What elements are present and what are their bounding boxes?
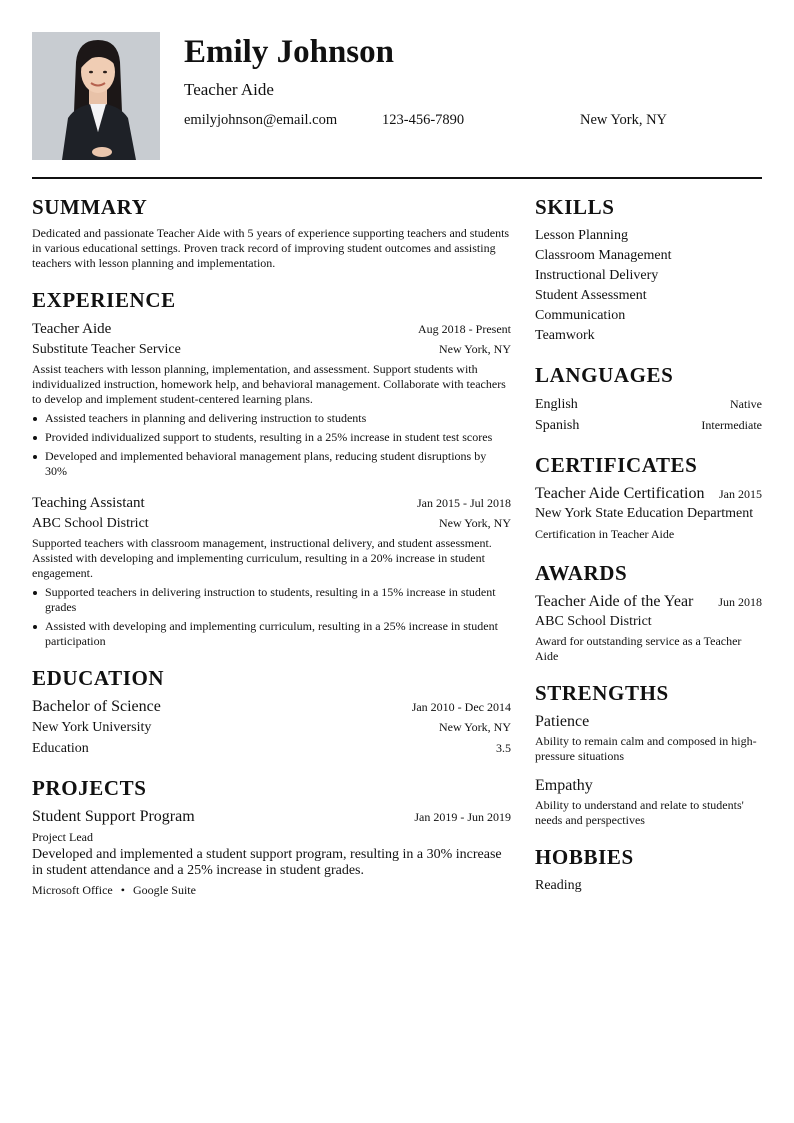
- strength-name: Patience: [535, 713, 590, 730]
- project-tool: Google Suite: [132, 883, 196, 897]
- education-degree: Bachelor of Science: [32, 698, 161, 715]
- header-info: [184, 32, 762, 160]
- hobby-item: Reading: [535, 878, 582, 893]
- job-title: Teaching Assistant: [32, 495, 145, 511]
- certificates-section: [535, 452, 762, 544]
- strength-description: Ability to understand and relate to students' needs and perspectives: [535, 798, 744, 827]
- job-company: ABC School District: [32, 516, 149, 531]
- contact-email[interactable]: emilyjohnson@email.com: [184, 112, 338, 128]
- job-bullet: Provided individualized support to students, resulting in a 25% increase in student test scores: [32, 430, 511, 445]
- right-column: [535, 194, 762, 914]
- project-description: Developed and implemented a student support program, resulting in a 30% increase in student attendance and a 25% increase in student grades.: [32, 847, 502, 878]
- experience-heading: EXPERIENCE: [32, 288, 176, 312]
- skill-item: Classroom Management: [535, 248, 672, 263]
- skill-item: Teamwork: [535, 328, 595, 343]
- portrait-image: [32, 32, 160, 160]
- strength-name: Empathy: [535, 777, 593, 794]
- hobbies-heading: HOBBIES: [535, 845, 634, 869]
- project-dates: Jan 2019 - Jun 2019: [414, 810, 511, 824]
- project-role: Project Lead: [32, 830, 93, 844]
- resume-header: [32, 32, 762, 160]
- language-name: Spanish: [535, 418, 580, 433]
- job-bullet: Assisted with developing and implementing curriculum, resulting in a 25% increase in student participation: [32, 619, 511, 649]
- education-school: New York University: [32, 720, 152, 735]
- resume-page: [32, 32, 762, 914]
- languages-section: [535, 362, 762, 436]
- profile-photo: [32, 32, 160, 160]
- job-bullet: Developed and implemented behavioral management plans, reducing student disruptions by 30%: [32, 449, 511, 479]
- contact-row: [184, 110, 762, 130]
- hobbies-section: [535, 844, 762, 896]
- language-name: English: [535, 397, 578, 412]
- contact-phone[interactable]: 123-456-7890: [382, 112, 465, 128]
- language-level: Native: [730, 397, 762, 411]
- skills-list: [535, 226, 762, 346]
- certificate-description: Certification in Teacher Aide: [535, 527, 675, 541]
- summary-text: Dedicated and passionate Teacher Aide with 5 years of experience supporting teachers and students in various educational settings. Proven track record of improving student outcomes and assisting teachers with lesson planning and implementation.: [32, 226, 510, 270]
- projects-heading: PROJECTS: [32, 776, 147, 800]
- content-columns: [32, 194, 762, 914]
- strength-item: [535, 776, 762, 828]
- award-name: Teacher Aide of the Year: [535, 593, 694, 610]
- awards-heading: AWARDS: [535, 561, 628, 585]
- experience-entry: [32, 493, 511, 649]
- award-date: Jun 2018: [718, 595, 762, 609]
- strength-description: Ability to remain calm and composed in high-pressure situations: [535, 734, 757, 763]
- certificates-heading: CERTIFICATES: [535, 453, 698, 477]
- project-tools: [32, 882, 511, 898]
- education-section: [32, 665, 511, 759]
- job-dates: Jan 2015 - Jul 2018: [417, 496, 511, 510]
- summary-section: [32, 194, 511, 271]
- job-company: Substitute Teacher Service: [32, 342, 181, 357]
- job-dates: Aug 2018 - Present: [418, 322, 511, 336]
- header-divider: [32, 177, 762, 179]
- language-level: Intermediate: [701, 418, 762, 432]
- job-description: Assist teachers with lesson planning, implementation, and assessment. Support students with individualized instruction, homework help, and behavioral management. Collaborate with teachers to develop and implement student-centered learning plans.: [32, 362, 506, 406]
- experience-entry: [32, 319, 511, 479]
- project-name: Student Support Program: [32, 808, 195, 825]
- skill-item: Communication: [535, 308, 626, 323]
- summary-heading: SUMMARY: [32, 195, 148, 219]
- project-tool: Microsoft Office: [32, 883, 113, 897]
- contact-location: New York, NY: [580, 112, 668, 128]
- candidate-title: Teacher Aide: [184, 80, 274, 99]
- job-bullet: Supported teachers in delivering instruction to students, resulting in a 15% increase in student grades: [32, 585, 511, 615]
- job-location: New York, NY: [438, 516, 511, 530]
- education-dates: Jan 2010 - Dec 2014: [411, 700, 511, 714]
- skill-item: Instructional Delivery: [535, 268, 659, 283]
- tool-separator: •: [120, 883, 125, 897]
- education-field: Education: [32, 741, 89, 756]
- left-column: [32, 194, 511, 914]
- job-bullets: [32, 411, 511, 479]
- certificate-issuer: New York State Education Department: [535, 506, 754, 521]
- languages-heading: LANGUAGES: [535, 363, 674, 387]
- job-description: Supported teachers with classroom management, instructional delivery, and student assessment. Assisted with developing and implementing curriculum, resulting in a 20% increase in student engagement.: [32, 536, 492, 580]
- education-gpa: 3.5: [496, 741, 511, 755]
- candidate-name: Emily Johnson: [184, 34, 394, 70]
- education-location: New York, NY: [438, 720, 511, 734]
- award-description: Award for outstanding service as a Teacher Aide: [535, 634, 742, 663]
- projects-section: [32, 775, 511, 898]
- strengths-heading: STRENGTHS: [535, 681, 669, 705]
- job-title: Teacher Aide: [32, 321, 112, 337]
- job-bullets: [32, 585, 511, 649]
- language-item: [535, 394, 762, 415]
- award-issuer: ABC School District: [535, 614, 652, 629]
- certificate-name: Teacher Aide Certification: [535, 485, 705, 502]
- skills-heading: SKILLS: [535, 195, 615, 219]
- awards-section: [535, 560, 762, 664]
- experience-section: [32, 287, 511, 649]
- skill-item: Student Assessment: [535, 288, 647, 303]
- job-bullet: Assisted teachers in planning and delivering instruction to students: [32, 411, 511, 426]
- language-item: [535, 415, 762, 436]
- strengths-section: [535, 680, 762, 828]
- education-heading: EDUCATION: [32, 666, 165, 690]
- strength-item: [535, 712, 762, 764]
- job-location: New York, NY: [438, 342, 511, 356]
- skill-item: Lesson Planning: [535, 228, 628, 243]
- certificate-date: Jan 2015: [719, 487, 762, 501]
- skills-section: [535, 194, 762, 346]
